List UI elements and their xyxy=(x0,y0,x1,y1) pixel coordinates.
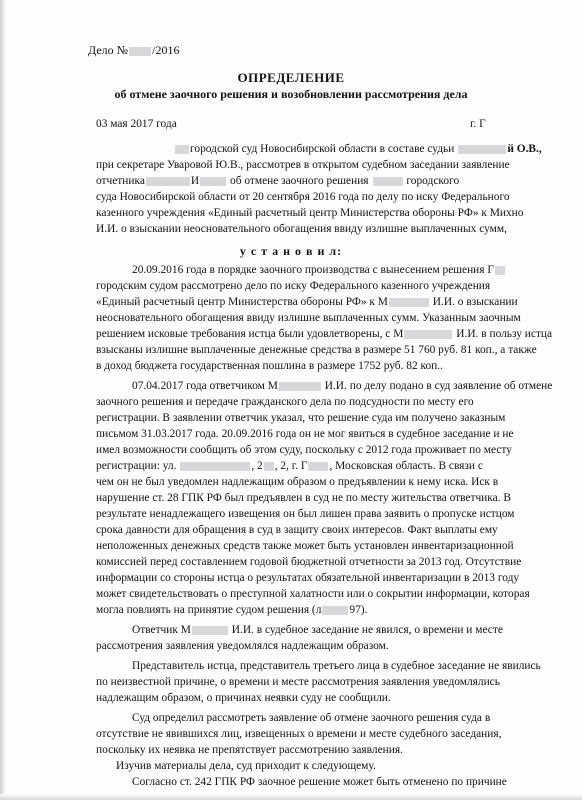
body-line: решением исковые требования истца были удовлетворены, с М И.И. в пользу истца xyxy=(96,328,553,340)
body-line: 20.09.2016 года в порядке заочного производства с вынесением решения Г xyxy=(132,262,506,278)
body-line: регистрации: ул. , 2 , 2, г. Г , Московская область. В связи с xyxy=(96,460,483,472)
redaction xyxy=(373,177,403,186)
body-line: в доход бюджета государственная пошлина в размере 1752 руб. 82 коп.. xyxy=(96,360,443,372)
body-line: комиссией перед составлением годовой бюджетной отчетности за 2013 год. Отсутствие xyxy=(96,556,522,568)
body-line: срока давности для обращения в суд в защиту своих интересов. Факт выплаты ему xyxy=(96,524,498,536)
document-title: ОПРЕДЕЛЕНИЕ xyxy=(237,70,345,85)
body-line: Представитель истца, представитель третьего лица в судебное заседание не явились xyxy=(132,660,541,672)
body-line: по неизвестной причине, о времени и месте рассмотрения заявления уведомлялись xyxy=(96,676,500,688)
body-line: информации со стороны истца о результатах обязательной инвентаризации в 2013 году xyxy=(96,572,520,584)
case-number-label: Дело № xyxy=(88,43,129,57)
redaction xyxy=(495,266,505,275)
body-line: Ответчик М И.И. в судебное заседание не явился, о времени и месте xyxy=(132,624,503,636)
body-line: нарушение ст. 28 ГПК РФ был предъявлен в суд не по месту жительства ответчика. В xyxy=(96,492,511,504)
body-line: городским судом рассмотрено дело по иску Федерального казенного учреждения xyxy=(96,280,491,292)
redaction xyxy=(264,462,274,471)
body-line: неосновательного обогащения ввиду излишне выплаченных сумм. Указанным заочным xyxy=(96,312,521,324)
scan-edge-left xyxy=(0,0,6,800)
intro-line-4: суда Новосибирской области от 20 сентября 2016 года по делу по иску Федерального xyxy=(96,191,510,203)
document-subtitle: об отмене заочного решения и возобновлении рассмотрения дела xyxy=(114,87,468,101)
body-line: «Единый расчетный центр Министерства обороны РФ» к М И.И. о взыскании xyxy=(96,296,518,308)
redaction xyxy=(404,330,452,339)
body-line: 07.04.2017 года ответчиком М И.И. по делу подано в суд заявление об отмене xyxy=(132,380,553,392)
intro-line-1: городской суд Новосибирской области в составе судьи й О.В., xyxy=(174,141,542,157)
redaction xyxy=(458,145,506,154)
redaction xyxy=(308,462,328,471)
body-line: Суд определил рассмотреть заявление об отмене заочного решения суда в xyxy=(132,712,491,724)
body-line: отсутствие не явившихся лиц, извещенных о времени и месте судебного заседания, xyxy=(96,728,502,740)
body-line: рассмотрения заявления уведомлялся надлежащим образом. xyxy=(96,640,389,652)
body-line: поскольку их неявка не препятствует рассмотрению заявления. xyxy=(96,744,403,756)
intro-line-6: И.И. о взыскании неосновательного обогащения ввиду излишне выплаченных сумм, xyxy=(96,223,507,235)
decision-date: 03 мая 2017 года xyxy=(96,118,177,130)
city: г. Г xyxy=(470,118,486,130)
body-line: заочного решения и передаче гражданского дела по подсудности по месту его xyxy=(96,396,474,408)
scan-edge-bottom xyxy=(0,794,582,800)
redaction xyxy=(180,462,250,471)
redaction xyxy=(279,382,321,391)
redaction xyxy=(146,177,190,186)
redaction xyxy=(175,145,189,154)
body-line: взысканы излишне выплаченные денежные средства в размере 51 760 руб. 81 коп., а также xyxy=(96,344,537,356)
body-line: регистрации. В заявлении ответчик указал, что решение суда им получено заказным xyxy=(96,412,506,424)
intro-line-2: при секретаре Уваровой Ю.В., рассмотрев в открытом судебном заседании заявление xyxy=(96,159,510,171)
body-line: Согласно ст. 242 ГПК РФ заочное решение может быть отменено по причине xyxy=(132,776,507,788)
intro-line-5: казенного учреждения «Единый расчетный центр Министерства обороны РФ» к Михно xyxy=(96,207,524,219)
body-line: результате ненадлежащего извещения он был лишен права заявить о пропуске истцом xyxy=(96,508,515,520)
redaction xyxy=(322,606,348,615)
body-line: неположенных денежных средств также может быть установлен инвентаризационной xyxy=(96,540,514,552)
body-line: может свидетельствовать о преступной халатности или о сокрытии информации, которая xyxy=(96,588,530,600)
redaction xyxy=(389,298,429,307)
case-year: /2016 xyxy=(152,43,180,57)
body-line: надлежащим образом, о причинах неявки суду не сообщили. xyxy=(96,692,391,704)
case-number xyxy=(88,42,179,58)
body-line: могла повлиять на принятие судом решения (л 97). xyxy=(96,604,368,616)
body-line: чем он не был уведомлен надлежащим образом о предъявлении к нему иска. Иск в xyxy=(96,476,499,488)
body-line: Изучив материалы дела, суд приходит к следующему. xyxy=(116,760,376,772)
established-heading: у с т а н о в и л: xyxy=(239,244,343,258)
body-line: письмом 31.03.2017 года. 20.09.2016 года он не мог явиться в судебное заседание и не xyxy=(96,428,514,440)
intro-line-3: отчетника И об отмене заочного решения городского xyxy=(96,175,460,187)
body-line: имел возможности сообщить об этом суду, поскольку с 2012 года проживает по месту xyxy=(96,444,512,456)
redaction xyxy=(129,47,151,56)
redaction xyxy=(200,177,226,186)
redaction xyxy=(192,626,228,635)
